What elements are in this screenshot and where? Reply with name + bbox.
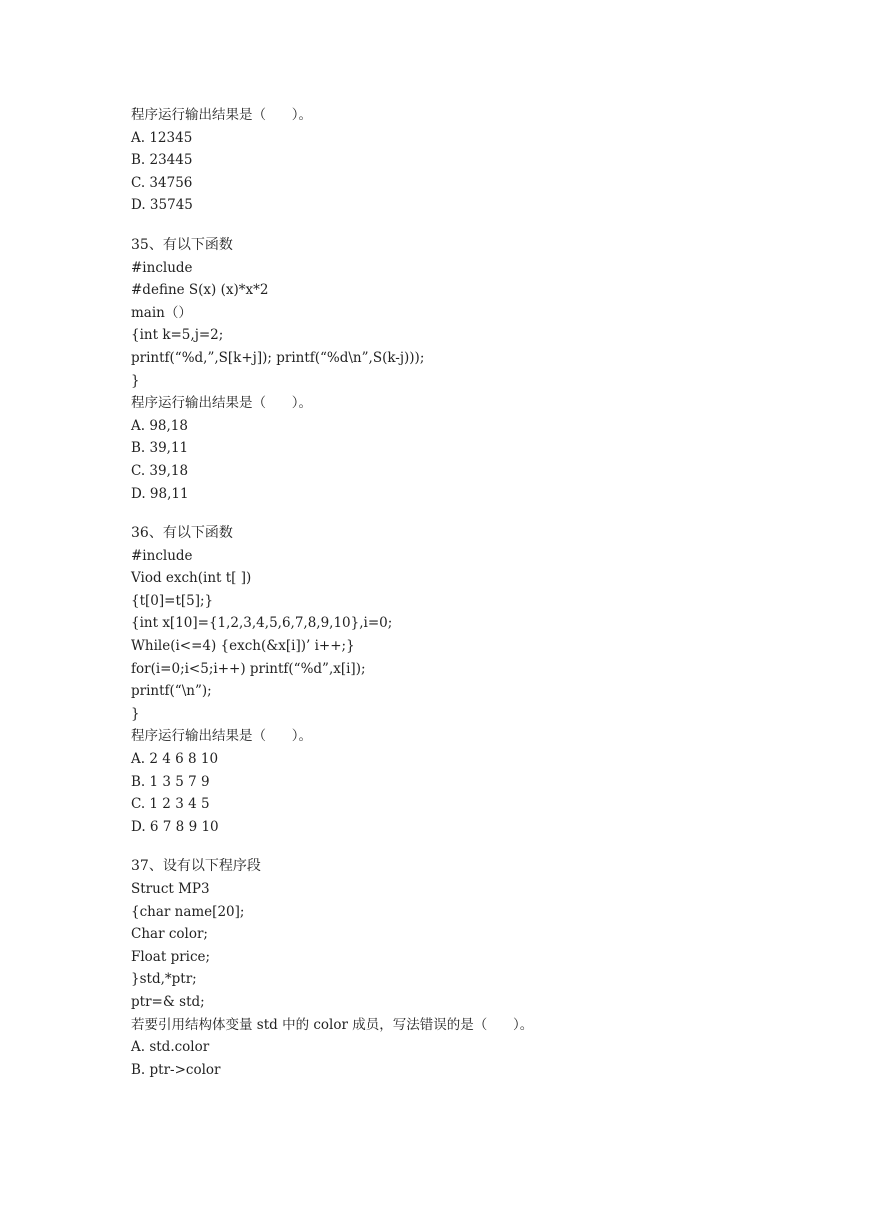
option-c: C. 34756 (131, 174, 193, 191)
code-line: main（） (131, 304, 192, 321)
question-34-tail (131, 104, 831, 217)
question-prompt: 程序运行输出结果是（ ）。 (131, 728, 312, 745)
question-heading: 37、设有以下程序段 (131, 858, 261, 875)
code-line: #define S(x) (x)*x*2 (131, 282, 269, 299)
option-c: C. 39,18 (131, 462, 189, 479)
code-line: printf(“%d,”,S[k+j]); printf(“%d\n”,S(k-j))); (131, 349, 425, 366)
code-line: #include (131, 259, 193, 276)
code-line: {int x[10]={1,2,3,4,5,6,7,8,9,10},i=0; (131, 615, 393, 632)
code-line: While(i<=4) {exch(&x[i])’ i++;} (131, 638, 355, 655)
code-line: Viod exch(int t[ ]) (131, 570, 252, 587)
option-a: A. std.color (131, 1039, 210, 1056)
spacer (131, 838, 831, 855)
exam-content (131, 104, 831, 1081)
question-heading: 36、有以下函数 (131, 525, 233, 542)
option-b: B. ptr->color (131, 1061, 221, 1078)
code-line: Char color; (131, 926, 208, 943)
option-d: D. 98,11 (131, 485, 189, 502)
code-line: for(i=0;i<5;i++) printf(“%d”,x[i]); (131, 660, 366, 677)
code-line: } (131, 372, 140, 389)
question-prompt: 若要引用结构体变量 std 中的 color 成员，写法错误的是（ ）。 (131, 1016, 534, 1033)
question-35 (131, 234, 831, 505)
code-line: } (131, 705, 140, 722)
code-line: Float price; (131, 948, 211, 965)
option-b: B. 1 3 5 7 9 (131, 773, 210, 790)
option-d: D. 6 7 8 9 10 (131, 818, 219, 835)
option-a: A. 12345 (131, 129, 193, 146)
code-line: ptr=& std; (131, 993, 205, 1010)
question-prompt: 程序运行输出结果是（ ）。 (131, 395, 312, 412)
option-b: B. 39,11 (131, 440, 189, 457)
question-prompt: 程序运行输出结果是（ ）。 (131, 107, 312, 123)
option-d: D. 35745 (131, 197, 193, 214)
spacer (131, 217, 831, 234)
option-b: B. 23445 (131, 152, 193, 169)
option-c: C. 1 2 3 4 5 (131, 796, 210, 813)
code-line: {t[0]=t[5];} (131, 592, 214, 609)
option-a: A. 2 4 6 8 10 (131, 751, 219, 768)
code-line: {char name[20]; (131, 903, 245, 920)
spacer (131, 505, 831, 522)
code-line: {int k=5,j=2; (131, 327, 224, 344)
code-line: Struct MP3 (131, 881, 210, 897)
question-heading: 35、有以下函数 (131, 236, 233, 253)
code-line: }std,*ptr; (131, 971, 197, 988)
option-a: A. 98,18 (131, 417, 188, 434)
code-line: printf(“\n”); (131, 683, 212, 700)
code-line: #include (131, 547, 193, 564)
question-36 (131, 522, 831, 838)
question-37 (131, 855, 831, 1081)
